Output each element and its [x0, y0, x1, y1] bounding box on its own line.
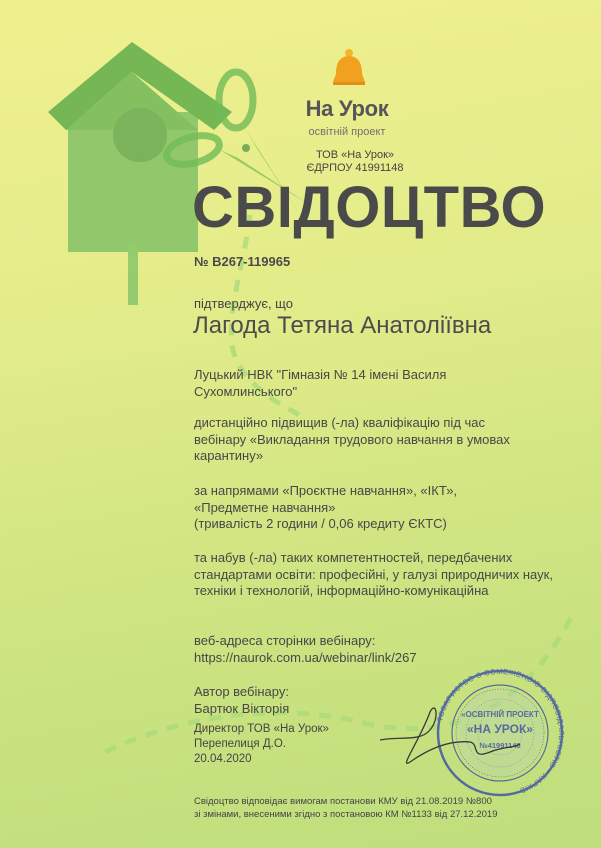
seal-code: №41991148 [479, 741, 521, 750]
webinar-url-label: веб-адреса сторінки вебінару: [194, 633, 376, 648]
certificate-title: СВІДОЦТВО [192, 175, 547, 240]
areas-block [194, 483, 504, 533]
webinar-url-block [194, 633, 584, 666]
company-info [300, 149, 410, 175]
director-block [194, 722, 329, 767]
logo-name: На Урок [305, 96, 389, 121]
seal-line-1: «ОСВІТНІЙ ПРОЕКТ [461, 710, 539, 719]
director-name: Перепелиця Д.О. [194, 738, 286, 750]
competences-text: та набув (-ла) таких компетентностей, передбачених стандартами освіти: професійні, у галузі природничих наук, техніки і технологій, інформаційно-комунікаційна [194, 550, 553, 598]
author-name: Бартюк Вікторія [194, 700, 290, 716]
author-label: Автор вебінару: [194, 684, 289, 699]
seal-outer-text: ТОВАРИСТВО З ОБМЕЖЕНОЮ ВІДПОВІДАЛЬНІСТЮ • ХАРКІВ • [435, 666, 567, 798]
areas-line: за напрямами «Проєктне навчання», «ІКТ», «Предметне навчання» [194, 483, 458, 515]
course-description: дистанційно підвищив (-ла) кваліфікацію під час вебінару «Викладання трудового навчання в умовах карантину» [194, 415, 510, 463]
issue-date: 20.04.2020 [194, 753, 252, 765]
seal-line-2: «НА УРОК» [467, 722, 533, 736]
certificate-number: № B267-119965 [194, 254, 291, 269]
webinar-url[interactable]: https://naurok.com.ua/webinar/link/267 [194, 649, 417, 665]
bell-icon [333, 49, 365, 85]
company-edrpou: ЄДРПОУ 41991148 [306, 162, 404, 174]
confirms-text: підтверджує, що [194, 296, 293, 311]
author-block [194, 684, 584, 717]
duration-line: (тривалість 2 години / 0,06 кредиту ЄКТС) [194, 516, 447, 531]
director-title: Директор ТОВ «На Урок» [194, 723, 329, 735]
legal-footer [194, 796, 498, 821]
recipient-name: Лагода Тетяна Анатоліївна [193, 312, 492, 339]
logo-subtitle: освітній проект [308, 126, 386, 138]
school-name: Луцький НВК "Гімназія № 14 імені Василя Сухомлинського" [194, 367, 447, 399]
footer-line-1: Свідоцтво відповідає вимогам постанови КМУ від 21.08.2019 №800 [194, 796, 492, 807]
company-name: ТОВ «На Урок» [315, 149, 395, 161]
footer-line-2: зі змінами, внесеними згідно з постановою КМ №1133 від 27.12.2019 [194, 808, 498, 820]
